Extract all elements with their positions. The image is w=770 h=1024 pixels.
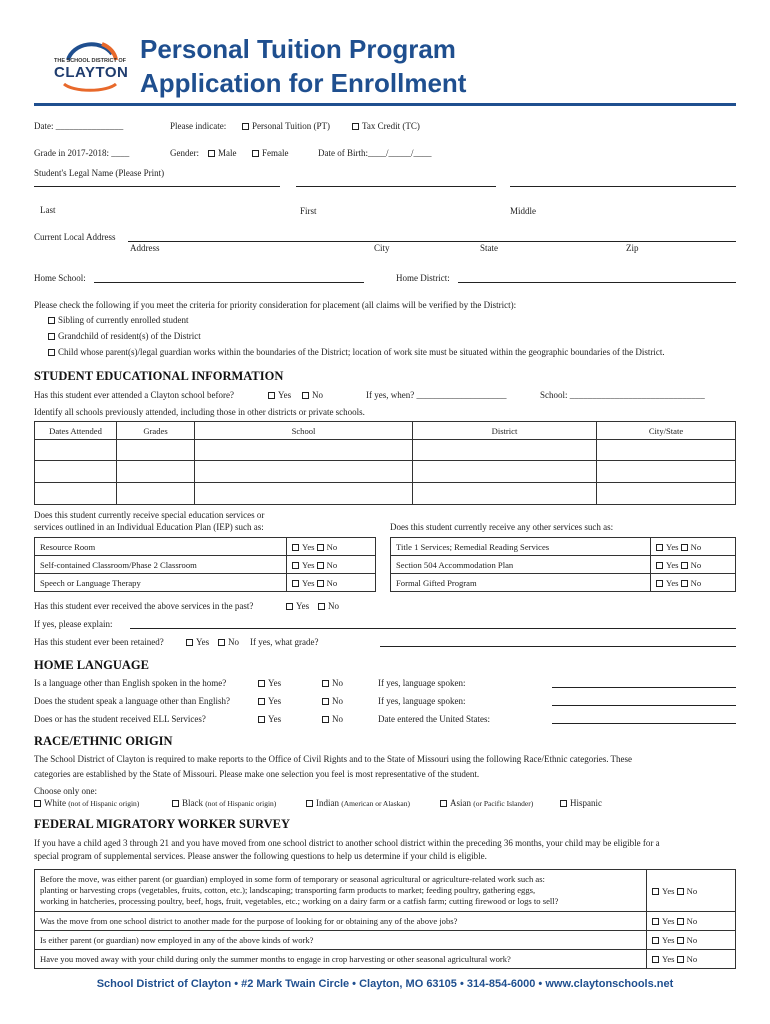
home-district-input[interactable] (458, 273, 736, 283)
priority-intro: Please check the following if you meet the criteria for priority consideration for placement (all claims will be verified by the District): (34, 300, 517, 310)
col-dates-attended: Dates Attended (35, 422, 117, 440)
other-services-table (390, 537, 736, 592)
checkbox-icon[interactable] (286, 603, 293, 610)
service-label: Section 504 Accommodation Plan (391, 556, 651, 574)
other-services-question: Does this student currently receive any other services such as: (390, 522, 614, 532)
first-name-caption: First (300, 206, 317, 216)
checkbox-icon[interactable] (652, 888, 659, 895)
gender-label: Gender: (170, 148, 199, 158)
race-text-line1: The School District of Clayton is required to make reports to the Office of Civil Rights and to the State of Missouri using the following Race/Ethnic categories. These (34, 754, 633, 764)
checkbox-icon[interactable] (48, 349, 55, 356)
zip-caption: Zip (626, 243, 639, 253)
home-school-label: Home School: (34, 273, 86, 283)
service-label: Speech or Language Therapy (35, 574, 287, 592)
checkbox-icon[interactable] (317, 562, 324, 569)
race-hispanic-option[interactable]: Hispanic (560, 798, 602, 808)
address-caption: Address (130, 243, 160, 253)
race-text-line2: categories are established by the State of Missouri. Please make one selection you feel is most representative of the student. (34, 769, 480, 779)
priority-item[interactable]: Sibling of currently enrolled student (48, 315, 188, 325)
school-field[interactable]: School: ______________________________ (540, 390, 705, 400)
checkbox-icon[interactable] (218, 639, 225, 646)
checkbox-icon[interactable] (252, 150, 259, 157)
table-row[interactable] (35, 461, 736, 483)
choose-one-label: Choose only one: (34, 786, 97, 796)
checkbox-icon[interactable] (258, 680, 265, 687)
language-yes[interactable]: Yes (258, 678, 281, 688)
explain-label: If yes, please explain: (34, 619, 113, 629)
legal-name-label: Student's Legal Name (Please Print) (34, 168, 165, 178)
checkbox-icon[interactable] (677, 956, 684, 963)
migratory-question: Before the move, was either parent (or guardian) employed in some form of temporary or seasonal agricultural or agriculture-related work such as: planting or harvesting crops (vegetables, fruits, cotton, etc.); landscaping; transporting farm products to market; feeding poultry, gathering eggs, working in hatcheries, processing poultry, beef, hogs, fruit, vegetables, etc.; working on a dairy farm or a catfish farm; cutting firewood or logs to sell? (35, 870, 647, 912)
language-followup-input[interactable] (552, 696, 736, 706)
service-label: Formal Gifted Program (391, 574, 651, 592)
race-indian-option[interactable]: Indian (American or Alaskan) (306, 798, 410, 808)
migratory-question: Is either parent (or guardian) now employed in any of the above kinds of work? (35, 931, 647, 950)
language-followup: If yes, language spoken: (378, 678, 466, 688)
language-question: Is a language other than English spoken in the home? (34, 678, 227, 688)
checkbox-icon[interactable] (172, 800, 179, 807)
what-grade-input[interactable] (380, 637, 736, 647)
past-services-yes[interactable]: Yes (286, 601, 309, 611)
table-row (35, 950, 736, 969)
address-label: Current Local Address (34, 232, 116, 242)
what-grade-label: If yes, what grade? (250, 637, 319, 647)
sped-question-line2: services outlined in an Individual Education Plan (IEP) such as: (34, 522, 264, 532)
sped-services-table (34, 537, 376, 592)
checkbox-icon[interactable] (258, 716, 265, 723)
attended-no[interactable]: No (302, 390, 323, 400)
identify-schools-label: Identify all schools previously attended, including those in other districts or private schools. (34, 407, 365, 417)
checkbox-icon[interactable] (322, 716, 329, 723)
title-line-1: Personal Tuition Program (140, 34, 456, 64)
state-caption: State (480, 243, 498, 253)
table-header-row (35, 422, 736, 440)
yes-no-choice[interactable]: Yes No (647, 912, 736, 931)
migratory-heading: FEDERAL MIGRATORY WORKER SURVEY (34, 817, 290, 831)
table-row (35, 912, 736, 931)
checkbox-icon[interactable] (322, 680, 329, 687)
grade-field[interactable]: Grade in 2017-2018: ____ (34, 148, 130, 158)
language-yes[interactable]: Yes (258, 714, 281, 724)
language-followup-input[interactable] (552, 678, 736, 688)
table-row[interactable] (35, 440, 736, 461)
home-school-input[interactable] (94, 273, 364, 283)
checkbox-icon[interactable] (292, 544, 299, 551)
table-row (391, 556, 736, 574)
checkbox-icon[interactable] (242, 123, 249, 130)
first-name-input[interactable] (296, 186, 496, 187)
yes-no-choice[interactable]: Yes No (651, 538, 736, 556)
header-rule (34, 103, 736, 106)
yes-no-choice[interactable]: Yes No (647, 931, 736, 950)
checkbox-icon[interactable] (317, 580, 324, 587)
logo-top-text: THE SCHOOL DISTRICT OF (54, 58, 127, 64)
migratory-question: Have you moved away with your child during only the summer months to engage in crop harvesting or other seasonal agricultural work? (35, 950, 647, 969)
past-services-no[interactable]: No (318, 601, 339, 611)
migratory-questions-table (34, 869, 736, 969)
table-row (391, 538, 736, 556)
checkbox-icon[interactable] (322, 698, 329, 705)
yes-no-choice[interactable]: Yes No (647, 950, 736, 969)
table-row (35, 556, 376, 574)
checkbox-icon[interactable] (268, 392, 275, 399)
checkbox-icon[interactable] (292, 580, 299, 587)
language-no[interactable]: No (322, 696, 343, 706)
logo-name-text: CLAYTON (54, 64, 129, 81)
checkbox-icon[interactable] (560, 800, 567, 807)
option-tax-credit[interactable]: Tax Credit (TC) (352, 121, 420, 131)
language-followup: If yes, language spoken: (378, 696, 466, 706)
table-row (35, 870, 736, 912)
address-input[interactable] (128, 232, 736, 242)
service-label: Resource Room (35, 538, 287, 556)
table-row (35, 931, 736, 950)
checkbox-icon[interactable] (318, 603, 325, 610)
checkbox-icon[interactable] (48, 333, 55, 340)
checkbox-icon[interactable] (656, 562, 663, 569)
checkbox-icon[interactable] (306, 800, 313, 807)
table-row[interactable] (35, 483, 736, 505)
checkbox-icon[interactable] (440, 800, 447, 807)
race-white-option[interactable]: White (not of Hispanic origin) (34, 798, 139, 808)
yes-no-choice[interactable]: Yes No (651, 556, 736, 574)
migratory-intro-line2: special program of supplemental services. Please answer the following questions to help us determine if your child is eligible. (34, 851, 487, 861)
gender-male-option[interactable]: Male (208, 148, 237, 158)
checkbox-icon[interactable] (258, 698, 265, 705)
last-name-input[interactable] (34, 186, 280, 187)
race-heading: RACE/ETHNIC ORIGIN (34, 734, 173, 748)
yes-no-choice[interactable]: Yes No (287, 556, 376, 574)
checkbox-icon[interactable] (352, 123, 359, 130)
table-row (391, 574, 736, 592)
race-black-option[interactable]: Black (not of Hispanic origin) (172, 798, 276, 808)
logo-underline-icon (50, 82, 130, 94)
education-heading: STUDENT EDUCATIONAL INFORMATION (34, 369, 284, 383)
migratory-intro-line1: If you have a child aged 3 through 21 and you have moved from one school district to another school district within the preceding 36 months, your child may be eligible for a (34, 838, 660, 848)
checkbox-icon[interactable] (677, 937, 684, 944)
please-indicate-label: Please indicate: (170, 121, 227, 131)
attended-question: Has this student ever attended a Clayton school before? (34, 390, 234, 400)
sped-question-line1: Does this student currently receive special education services or (34, 510, 265, 520)
checkbox-icon[interactable] (652, 937, 659, 944)
language-question: Does or has the student received ELL Services? (34, 714, 206, 724)
checkbox-icon[interactable] (208, 150, 215, 157)
language-no[interactable]: No (322, 714, 343, 724)
middle-name-caption: Middle (510, 206, 536, 216)
city-caption: City (374, 243, 390, 253)
checkbox-icon[interactable] (186, 639, 193, 646)
col-school: School (195, 422, 413, 440)
yes-no-choice[interactable]: Yes No (647, 870, 736, 912)
col-district: District (413, 422, 597, 440)
checkbox-icon[interactable] (302, 392, 309, 399)
checkbox-icon[interactable] (656, 544, 663, 551)
last-name-caption: Last (40, 205, 56, 215)
language-no[interactable]: No (322, 678, 343, 688)
date-field[interactable]: Date: _______________ (34, 121, 124, 131)
table-row (35, 574, 376, 592)
checkbox-icon[interactable] (34, 800, 41, 807)
col-grades: Grades (117, 422, 195, 440)
checkbox-icon[interactable] (317, 544, 324, 551)
checkbox-icon[interactable] (681, 544, 688, 551)
language-question: Does the student speak a language other than English? (34, 696, 230, 706)
home-language-heading: HOME LANGUAGE (34, 658, 149, 672)
checkbox-icon[interactable] (292, 562, 299, 569)
footer-contact: School District of Clayton • #2 Mark Twain Circle • Clayton, MO 63105 • 314-854-6000 • www.claytonschools.net (96, 978, 674, 990)
race-asian-option[interactable]: Asian (or Pacific Islander) (440, 798, 533, 808)
col-city-state: City/State (597, 422, 736, 440)
checkbox-icon[interactable] (681, 580, 688, 587)
priority-item[interactable]: Child whose parent(s)/legal guardian works within the boundaries of the District; location of work site must be situated within the geographic boundaries of the District. (48, 347, 665, 357)
checkbox-icon[interactable] (652, 956, 659, 963)
yes-no-choice[interactable]: Yes No (287, 538, 376, 556)
priority-item[interactable]: Grandchild of resident(s) of the District (48, 331, 201, 341)
title-line-2: Application for Enrollment (140, 68, 467, 98)
language-followup: Date entered the United States: (378, 714, 490, 724)
previous-schools-table (34, 421, 736, 505)
service-label: Title 1 Services; Remedial Reading Services (391, 538, 651, 556)
language-followup-input[interactable] (552, 714, 736, 724)
attended-yes[interactable]: Yes (268, 390, 291, 400)
home-district-label: Home District: (396, 273, 450, 283)
checkbox-icon[interactable] (652, 918, 659, 925)
retained-no[interactable]: No (218, 637, 239, 647)
checkbox-icon[interactable] (677, 888, 684, 895)
migratory-question: Was the move from one school district to another made for the purpose of looking for or obtaining any of the above jobs? (35, 912, 647, 931)
yes-no-choice[interactable]: Yes No (287, 574, 376, 592)
checkbox-icon[interactable] (681, 562, 688, 569)
explain-input[interactable] (130, 619, 736, 629)
district-logo (50, 36, 130, 96)
option-personal-tuition[interactable]: Personal Tuition (PT) (242, 121, 330, 131)
checkbox-icon[interactable] (677, 918, 684, 925)
checkbox-icon[interactable] (656, 580, 663, 587)
middle-name-input[interactable] (510, 186, 736, 187)
past-services-question: Has this student ever received the above services in the past? (34, 601, 254, 611)
dob-field[interactable]: Date of Birth:____/_____/____ (318, 148, 432, 158)
if-yes-when-field[interactable]: If yes, when? ____________________ (366, 390, 507, 400)
checkbox-icon[interactable] (48, 317, 55, 324)
service-label: Self-contained Classroom/Phase 2 Classroom (35, 556, 287, 574)
retained-yes[interactable]: Yes (186, 637, 209, 647)
language-yes[interactable]: Yes (258, 696, 281, 706)
retained-question: Has this student ever been retained? (34, 637, 164, 647)
table-row (35, 538, 376, 556)
gender-female-option[interactable]: Female (252, 148, 289, 158)
yes-no-choice[interactable]: Yes No (651, 574, 736, 592)
